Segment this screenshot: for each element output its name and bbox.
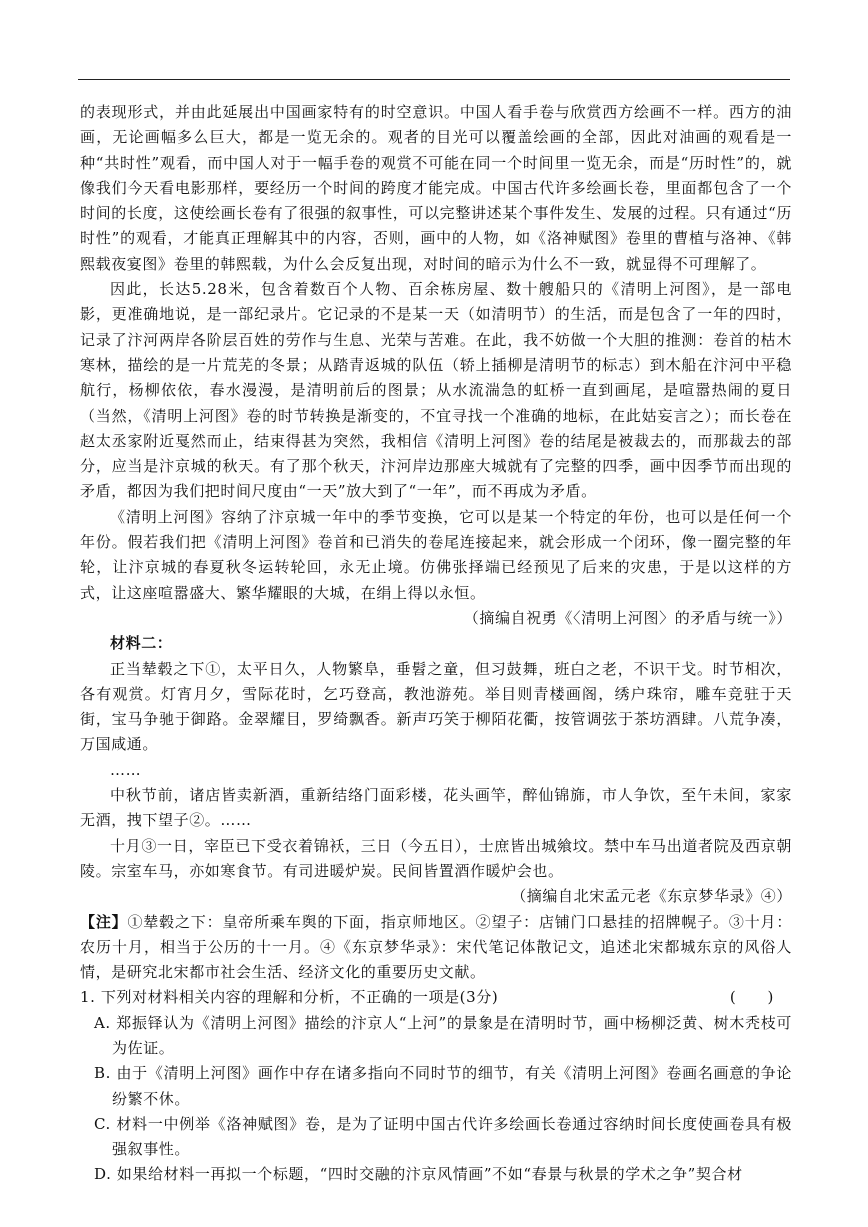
material1-source: （摘编自祝勇《〈清明上河图〉的矛盾与统一》） [463,608,792,627]
document-body [80,100,792,1188]
footnote [80,910,792,986]
material2-source: （摘编自北宋孟元老《东京梦华录》④） [511,887,792,906]
question-1-stem [80,985,792,1010]
header-rule [78,79,790,80]
question-1-option-a: A. 郑振铎认为《清明上河图》描绘的汴京人“上河”的景象是在清明时节，画中杨柳泛黄、树木秃枝可为佐证。 [94,1013,792,1057]
question-1-option-b: B. 由于《清明上河图》画作中存在诸多指向不同时节的细节，有关《清明上河图》卷画名画意的争论纷繁不休。 [94,1064,792,1108]
question-1-option-d: D. 如果给材料一再拟一个标题，“四时交融的汴京风情画”不如“春景与秋景的学术之争”契合材 [94,1165,743,1184]
question-1-option-c: C. 材料一中例举《洛神赋图》卷，是为了证明中国古代许多绘画长卷通过容纳时间长度使画卷具有极强叙事性。 [94,1114,792,1159]
material1-paragraph-2: 因此，长达5.28米，包含着数百个人物、百余栋房屋、数十艘船只的《清明上河图》，是一部电影，更准确地说，是一部纪录片。它记录的不是某一天（如清明节）的生活，而是包含了一年的四时，记录了汴河两岸各阶层百姓的劳作与生息、光荣与苦难。在此，我不妨做一个大胆的推测：卷首的枯木寒林，描绘的是一片荒芜的冬景；从踏青返城的队伍（轿上插柳是清明节的标志）到木船在汴河中平稳航行，杨柳依依，春水漫漫，是清明前后的图景；从水流湍急的虹桥一直到画尾，是喧嚣热闹的夏日（当然，《清明上河图》卷的时节转换是渐变的，不宜寻找一个准确的地标，在此姑妄言之）；而长卷在赵太丞家附近戛然而止，结束得甚为突然，我相信《清明上河图》卷的结尾是被裁去的，而那裁去的部分，应当是汴京城的秋天。有了那个秋天，汴河岸边那座大城就有了完整的四季，画中因季节而出现的矛盾，都因为我们把时间尺度由“一天”放大到了“一年”，而不再成为矛盾。 [80,280,792,501]
material2-heading: 材料二： [110,634,173,653]
material2-ellipsis: …… [110,760,142,779]
material2-paragraph-2: 中秋节前，诸店皆卖新酒，重新结络门面彩楼，花头画竿，醉仙锦旆，市人争饮，至午未间，家家无酒，拽下望子②。…… [80,786,792,830]
material2-paragraph-1: 正当辇毂之下①，太平日久，人物繁阜，垂髫之童，但习鼓舞，班白之老，不识干戈。时节相次，各有观赏。灯宵月夕，雪际花时，乞巧登高，教池游苑。举目则青楼画阁，绣户珠帘，雕车竞驻于天街，宝马争驰于御路。金翠耀目，罗绮飘香。新声巧笑于柳陌花衢，按管调弦于茶坊酒肆。八荒争凑，万国咸通。 [80,659,792,754]
material1-paragraph-3: 《清明上河图》容纳了汴京城一年中的季节变换，它可以是某一个特定的年份，也可以是任何一个年份。假若我们把《清明上河图》卷首和已消失的卷尾连接起来，就会形成一个闭环，像一圈完整的年轮，让汴京城的春夏秋冬运转轮回，永无止境。仿佛张择端已经预见了后来的灾患，于是以这样的方式，让这座喧嚣盛大、繁华耀眼的大城，在绢上得以永恒。 [80,507,792,602]
material2-paragraph-3: 十月③一日，宰臣已下受衣着锦袄，三日（今五日），士庶皆出城飨坟。禁中车马出道者院及西京朝陵。宗室车马，亦如寒食节。有司进暖炉炭。民间皆置酒作暖炉会也。 [80,836,792,880]
question-1-text: 1. 下列对材料相关内容的理解和分析，不正确的一项是(3分) [80,988,499,1007]
answer-parentheses: ( ) [729,988,774,1007]
footnote-label: 【注】 [80,912,128,931]
material1-paragraph-1: 的表现形式，并由此延展出中国画家特有的时空意识。中国人看手卷与欣赏西方绘画不一样。西方的油画，无论画幅多么巨大，都是一览无余的。观者的目光可以覆盖绘画的全部，因此对油画的观看是一种“共时性”观看，而中国人对于一幅手卷的观赏不可能在同一个时间里一览无余，而是“历时性”的，就像我们今天看电影那样，要经历一个时间的跨度才能完成。中国古代许多绘画长卷，里面都包含了一个时间的长度，这使绘画长卷有了很强的叙事性，可以完整讲述某个事件发生、发展的过程。只有通过“历时性”的观看，才能真正理解其中的内容，否则，画中的人物，如《洛神赋图》卷里的曹植与洛神、《韩熙载夜宴图》卷里的韩熙载，为什么会反复出现，对时间的暗示为什么不一致，就显得不可理解了。 [80,103,792,273]
footnote-text: ①辇毂之下：皇帝所乘车舆的下面，指京师地区。②望子：店铺门口悬挂的招牌幌子。③十月：农历十月，相当于公历的十一月。④《东京梦华录》：宋代笔记体散记文，追述北宋都城东京的风俗人情，是研究北宋都市社会生活、经济文化的重要历史文献。 [80,912,792,982]
